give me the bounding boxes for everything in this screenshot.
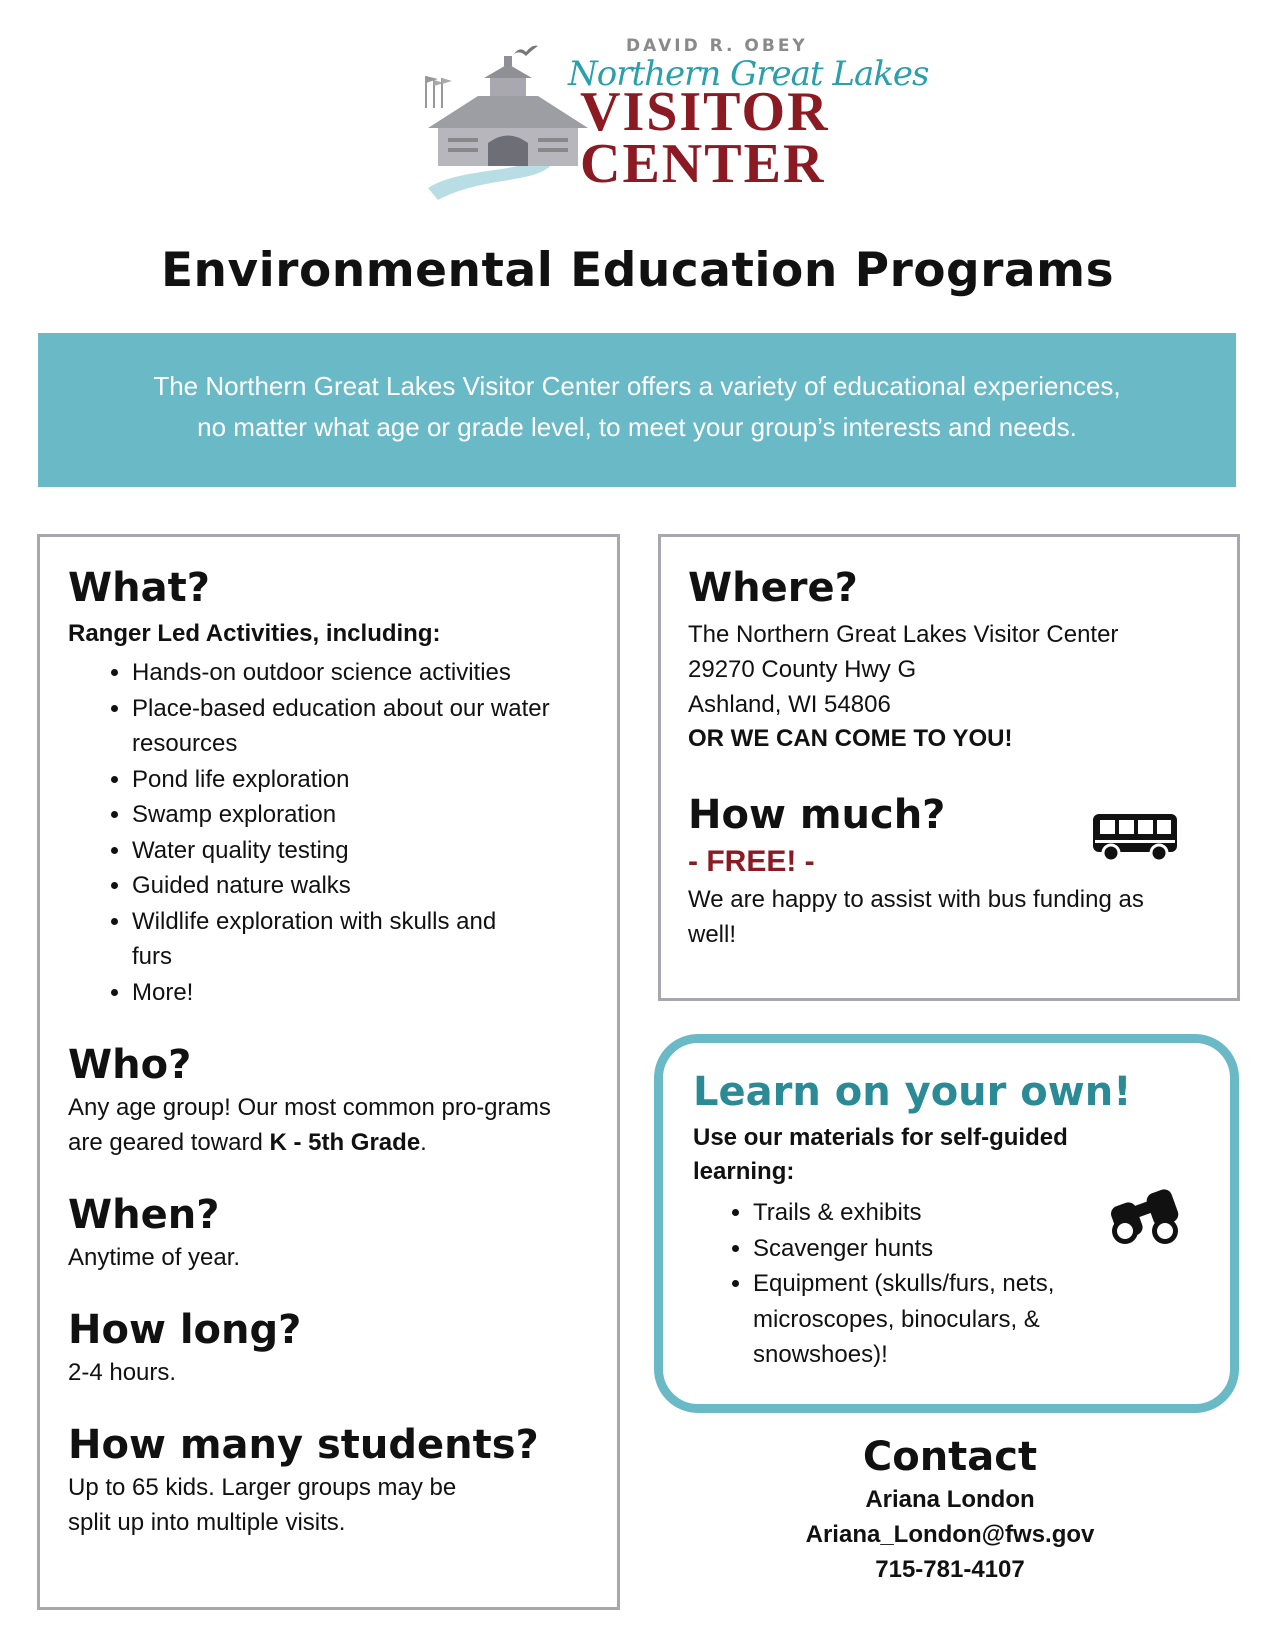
list-item: • Equipment (skulls/furs, nets, microscopes, binoculars, & snowshoes)! [753, 1266, 1123, 1373]
how-much-heading: How much? [688, 792, 946, 838]
logo-visitor: VISITOR [580, 81, 830, 143]
who-text [68, 1090, 568, 1160]
how-long-heading: How long? [68, 1307, 302, 1353]
learn-heading: Learn on your own! [693, 1069, 1132, 1115]
contact-section [680, 1432, 1220, 1587]
logo [418, 30, 929, 200]
where-line-2: 29270 County Hwy G [688, 656, 917, 683]
list-item: • Pond life exploration [132, 762, 617, 798]
logo-script-name: Northern Great Lakes [568, 54, 929, 94]
contact-name: Ariana London [865, 1486, 1035, 1513]
bus-funding-text: We are happy to assist with bus funding as well! [688, 886, 1144, 948]
when-heading: When? [68, 1192, 220, 1238]
list-item: • Hands-on outdoor science activities [132, 655, 617, 691]
what-subheading: Ranger Led Activities, including: [68, 620, 441, 647]
who-text-end: . [420, 1129, 427, 1156]
banner-line-1: The Northern Great Lakes Visitor Center offers a variety of educational experiences, [153, 371, 1121, 401]
list-item: • Water quality testing [132, 833, 617, 869]
binoculars-icon [1103, 1183, 1187, 1247]
list-item: • Trails & exhibits [753, 1195, 1230, 1231]
when-section [68, 1190, 617, 1275]
list-item: • Guided nature walks [132, 868, 617, 904]
contact-heading: Contact [862, 1434, 1038, 1480]
who-grade-range: K - 5th Grade [269, 1129, 421, 1156]
page-title: Environmental Education Programs [160, 243, 1115, 298]
self-guided-box [654, 1034, 1239, 1413]
where-line-3: Ashland, WI 54806 [688, 691, 891, 718]
where-line-4: OR WE CAN COME TO YOU! [688, 725, 1013, 752]
how-long-section [68, 1305, 617, 1390]
location-cost-box [658, 534, 1240, 1001]
bird-icon [514, 44, 538, 58]
how-many-heading: How many students? [68, 1422, 539, 1468]
where-line-1: The Northern Great Lakes Visitor Center [688, 621, 1119, 648]
contact-phone[interactable]: 715-781-4107 [875, 1556, 1025, 1583]
learn-subheading: Use our materials for self-guided learning: [693, 1124, 1068, 1185]
free-price: - FREE! - [688, 845, 815, 878]
how-many-text: Up to 65 kids. Larger groups may be split up into multiple visits. [68, 1474, 457, 1536]
who-section [68, 1040, 617, 1160]
visitor-center-building-icon [418, 48, 588, 208]
how-many-section [68, 1420, 617, 1540]
who-heading: Who? [68, 1042, 192, 1088]
where-heading: Where? [688, 565, 858, 611]
list-item: • Wildlife exploration with skulls and furs [132, 904, 532, 975]
list-item: • Swamp exploration [132, 797, 617, 833]
list-item: • Place-based education about our water resources [132, 691, 562, 762]
logo-subtitle: DAVID R. OBEY [626, 36, 808, 56]
activities-list [68, 655, 617, 1010]
when-text: Anytime of year. [68, 1244, 241, 1271]
who-text-main: Any age group! Our most common pro-grams are geared toward [68, 1094, 551, 1156]
what-heading: What? [68, 565, 210, 611]
logo-center: CENTER [580, 133, 826, 195]
bus-icon [1091, 812, 1179, 864]
how-long-text: 2-4 hours. [68, 1359, 177, 1386]
program-details-box [37, 534, 620, 1610]
intro-banner [38, 333, 1236, 487]
list-item: • Scavenger hunts [753, 1231, 1230, 1267]
list-item: • More! [132, 975, 617, 1011]
banner-line-2: no matter what age or grade level, to meet your group’s interests and needs. [197, 412, 1077, 442]
contact-email[interactable]: Ariana_London@fws.gov [805, 1521, 1095, 1548]
